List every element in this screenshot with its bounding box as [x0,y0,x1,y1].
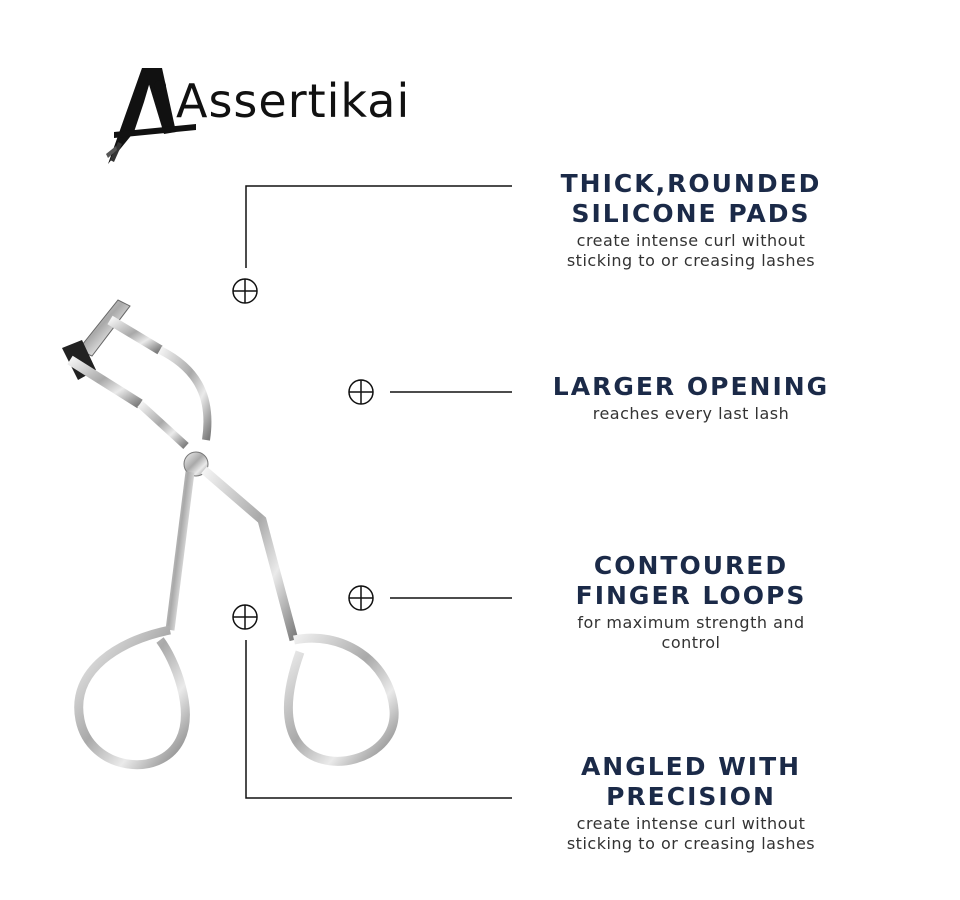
feature-title-line: LARGER OPENING [552,372,830,401]
circle-plus-marker-icon [349,586,373,610]
feature-description-line: sticking to or creasing lashes [566,251,816,270]
feature-description-line: create intense curl without [576,814,806,833]
feature-angled-precision [531,752,851,854]
feature-silicone-pads [531,169,851,271]
feature-description-line: control [661,633,721,652]
brand-name: Assertikai [176,74,411,128]
feature-title-line: SILICONE PADS [571,199,811,228]
feature-title-line: PRECISION [606,782,776,811]
circle-plus-marker-icon [349,380,373,404]
feature-description-line: sticking to or creasing lashes [566,834,816,853]
feature-title-line: ANGLED WITH [580,752,802,781]
feature-description-line: reaches every last lash [592,404,790,423]
feature-finger-loops [531,551,851,653]
feature-description-line: for maximum strength and [577,613,805,632]
circle-plus-marker-icon [233,605,257,629]
feature-title-line: THICK,ROUNDED [560,169,822,198]
feature-title-line: FINGER LOOPS [575,581,807,610]
feature-larger-opening [531,372,851,424]
feature-title-line: CONTOURED [593,551,789,580]
feature-description-line: create intense curl without [576,231,806,250]
circle-plus-marker-icon [233,279,257,303]
